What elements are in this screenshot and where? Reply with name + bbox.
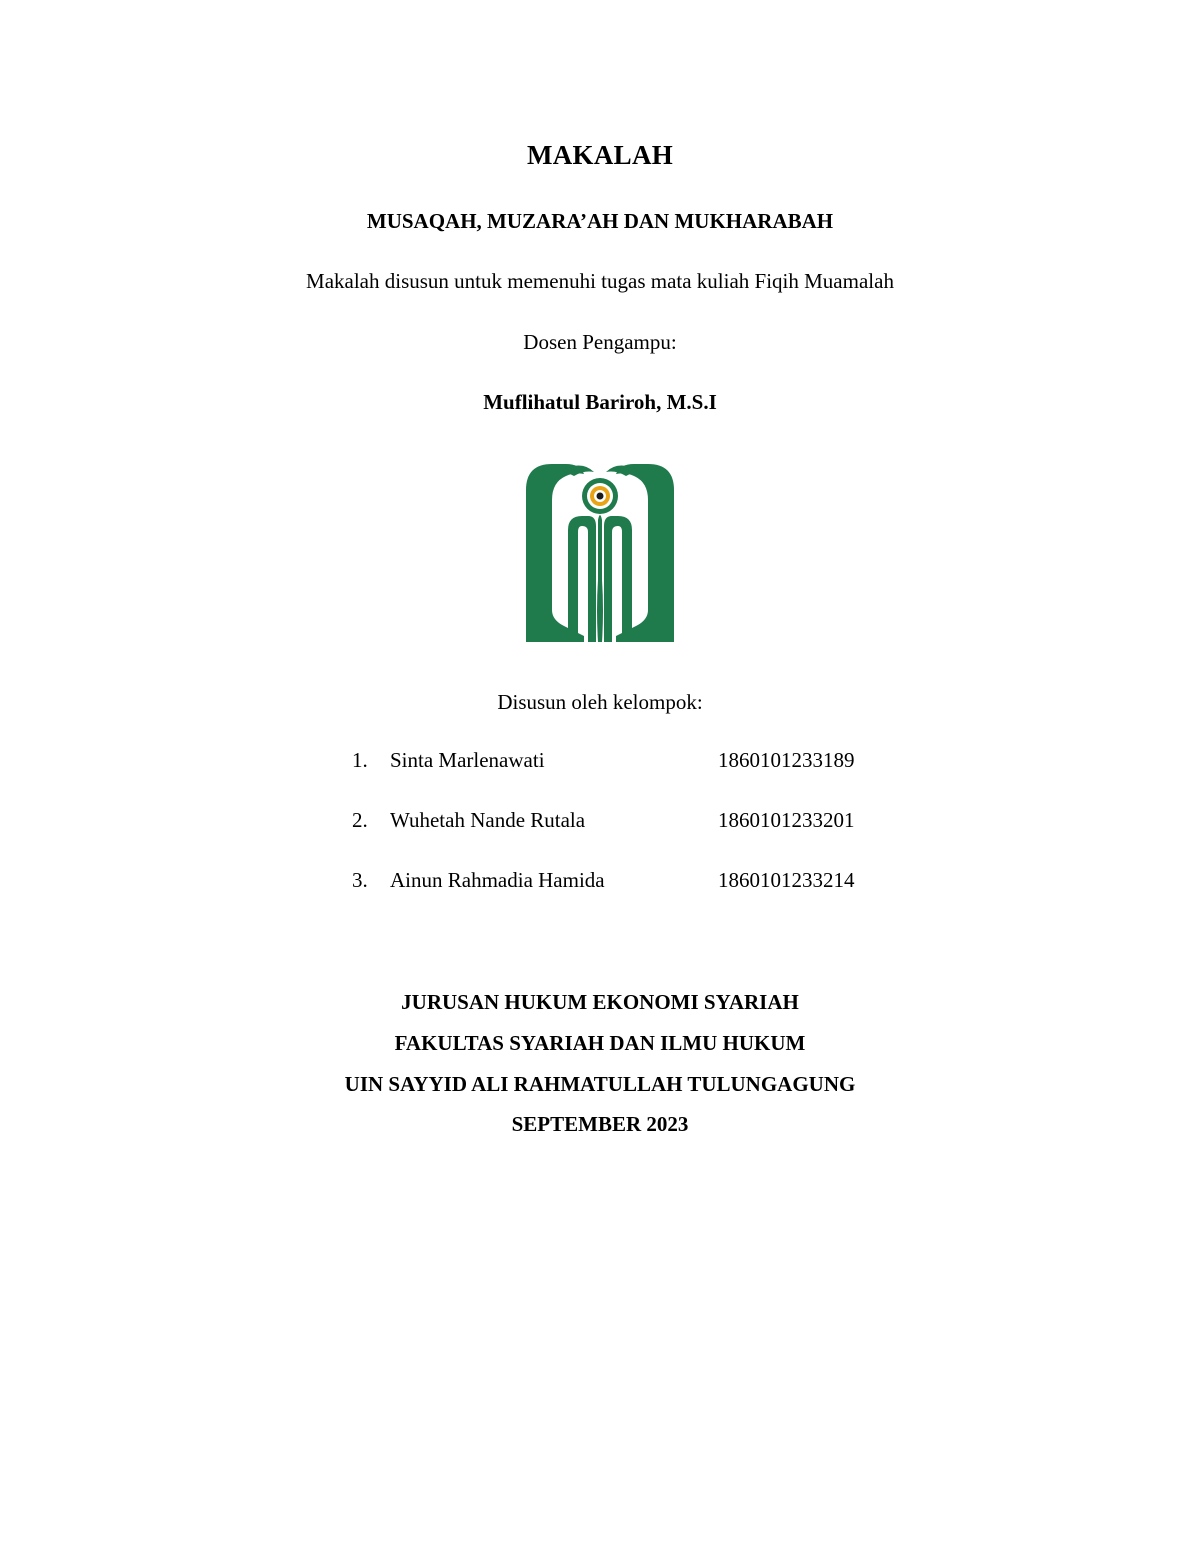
document-subtitle: MUSAQAH, MUZARA’AH DAN MUKHARABAH bbox=[366, 209, 834, 233]
member-number: 2. bbox=[352, 808, 368, 832]
list-item bbox=[0, 808, 1200, 838]
member-number: 3. bbox=[352, 868, 368, 892]
lecturer-label: Dosen Pengampu: bbox=[523, 330, 677, 354]
document-purpose: Makalah disusun untuk memenuhi tugas mata kuliah Fiqih Muamalah bbox=[306, 269, 894, 293]
list-item bbox=[0, 748, 1200, 778]
logo-central-stem bbox=[597, 515, 603, 642]
logo-inner-left-pillar bbox=[568, 516, 596, 642]
member-name: Sinta Marlenawati bbox=[390, 748, 545, 772]
member-number: 1. bbox=[352, 748, 368, 772]
document-title: MAKALAH bbox=[526, 140, 674, 170]
footer-department: JURUSAN HUKUM EKONOMI SYARIAH bbox=[401, 990, 799, 1014]
footer-date: SEPTEMBER 2023 bbox=[511, 1112, 689, 1136]
member-id: 1860101233214 bbox=[718, 868, 855, 892]
member-id: 1860101233189 bbox=[718, 748, 855, 772]
university-logo-icon bbox=[522, 460, 678, 645]
logo-inner-right-pillar bbox=[604, 516, 632, 642]
member-name: Ainun Rahmadia Hamida bbox=[390, 868, 605, 892]
footer-faculty: FAKULTAS SYARIAH DAN ILMU HUKUM bbox=[394, 1031, 806, 1055]
lecturer-name: Muflihatul Bariroh, M.S.I bbox=[483, 390, 717, 414]
member-name: Wuhetah Nande Rutala bbox=[390, 808, 586, 832]
logo-center-dot bbox=[597, 493, 604, 500]
member-id: 1860101233201 bbox=[718, 808, 855, 832]
footer-university: UIN SAYYID ALI RAHMATULLAH TULUNGAGUNG bbox=[344, 1072, 856, 1096]
list-item bbox=[0, 868, 1200, 898]
group-label: Disusun oleh kelompok: bbox=[497, 690, 703, 714]
